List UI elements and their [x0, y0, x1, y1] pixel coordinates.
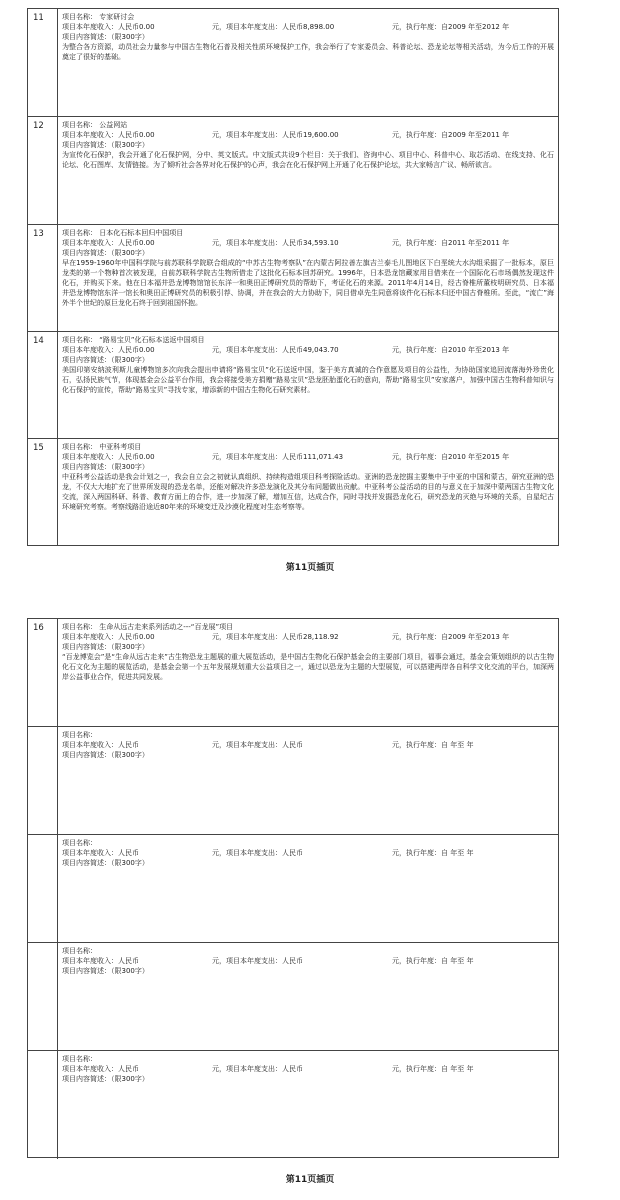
table-row	[28, 9, 558, 117]
expense: 元，项目本年度支出：人民币	[212, 849, 303, 857]
row-content	[58, 439, 558, 546]
project-name: 生命从远古走来系列活动之---“百龙展”项目	[99, 623, 234, 631]
row-content	[58, 9, 558, 116]
project-table-page1	[27, 8, 559, 546]
period: 元，执行年度：自 年至 年	[392, 1065, 474, 1073]
period: 元，执行年度：自 年至 年	[392, 849, 474, 857]
project-name: 专家研讨会	[99, 13, 135, 21]
row-content	[58, 332, 558, 438]
row-number	[28, 727, 58, 834]
name-label: 项目名称：	[62, 336, 97, 344]
desc-label: 项目内容简述：（限300字）	[62, 33, 149, 41]
project-description: “百龙博览会”是“生命从远古走来”古生物恐龙主题展的重大展览活动，是中国古生物化石保护基金会的主要部门项目，福事会通过，基金会策划组织的以古生物化石文化为主题的展览活动，是基金会第一个五年发展规划重大公益项目之一，通过以恐龙为主题的大型展览，可以搭建两岸各自科学文化交流的平台，加深两岸公益事业合作，促进共同发展。	[62, 653, 554, 681]
name-label: 项目名称：	[62, 839, 97, 847]
project-name: 中亚科考项目	[99, 443, 142, 451]
row-number	[28, 1051, 58, 1159]
desc-label: 项目内容简述：（限300字）	[62, 859, 149, 867]
page-caption: 第11页插页	[285, 563, 335, 573]
row-content	[58, 117, 558, 224]
period: 元，执行年度：自2009 年至2013 年	[392, 633, 510, 641]
row-content	[58, 943, 558, 1050]
row-content	[58, 1051, 558, 1159]
desc-label: 项目内容简述：（限300字）	[62, 356, 149, 364]
row-number: 13	[28, 225, 58, 331]
expense: 元，项目本年度支出：人民币19,600.00	[212, 131, 339, 139]
period: 元，执行年度：自2009 年至2011 年	[392, 131, 510, 139]
income: 项目本年度收入：人民币0.00	[62, 346, 155, 354]
table-row	[28, 835, 558, 943]
project-description: 为整合各方资源，动员社会力量参与中国古生物化石普及相关性质环境保护工作，我会举行了专家委员会、科普论坛、恐龙论坛等相关活动，为今后工作的开展奠定了很好的基础。	[62, 43, 554, 61]
project-name: 公益网站	[99, 121, 128, 129]
row-number: 16	[28, 619, 58, 726]
expense: 元，项目本年度支出：人民币8,898.00	[212, 23, 335, 31]
row-number: 12	[28, 117, 58, 224]
expense: 元，项目本年度支出：人民币34,593.10	[212, 239, 339, 247]
name-label: 项目名称：	[62, 443, 97, 451]
table-row	[28, 117, 558, 225]
row-content	[58, 727, 558, 834]
income: 项目本年度收入：人民币	[62, 741, 139, 749]
project-description: 早在1959-1960年中国科学院与前苏联科学院联合组成的“中苏古生物考察队”在内蒙古阿拉善左旗吉兰泰毛儿图地区下白垩统大水沟组采掘了一批标本，原巨龙类的第一个物种首次被发现，自前苏联科学院古生物所借走了这批化石标本回苏研究。1996年，日本恐龙馆藏家用目借来在一个国际化石市场偶然发现这件化石，并购买下来。他在日本福井恐龙博物馆馆长东洋一和奥田正博研究员的帮助下，考证化石的来源。2011年4月14日，经古脊椎所董枝明研究员、日本福井恐龙博物馆东洋一馆长和奥田正博研究员的积极引荐、协调，并在我会的大力协助下，同目借卓先生同意将该件化石标本归还中国古脊椎所。至此，“流亡”海外半个世纪的原巨龙化石终于回到祖国怀抱。	[62, 259, 554, 307]
expense: 元，项目本年度支出：人民币111,071.43	[212, 453, 344, 461]
expense: 元，项目本年度支出：人民币	[212, 741, 303, 749]
income: 项目本年度收入：人民币	[62, 957, 139, 965]
period: 元，执行年度：自2010 年至2015 年	[392, 453, 510, 461]
project-name: 日本化石标本回归中国项目	[99, 229, 184, 237]
table-row	[28, 943, 558, 1051]
table-row	[28, 727, 558, 835]
period: 元，执行年度：自2009 年至2012 年	[392, 23, 510, 31]
name-label: 项目名称：	[62, 13, 97, 21]
name-label: 项目名称：	[62, 1055, 97, 1063]
desc-label: 项目内容简述：（限300字）	[62, 967, 149, 975]
income: 项目本年度收入：人民币0.00	[62, 131, 155, 139]
expense: 元，项目本年度支出：人民币	[212, 1065, 303, 1073]
project-table-page2	[27, 618, 559, 1158]
period: 元，执行年度：自 年至 年	[392, 741, 474, 749]
table-row	[28, 332, 558, 439]
desc-label: 项目内容简述：（限300字）	[62, 643, 149, 651]
expense: 元，项目本年度支出：人民币	[212, 957, 303, 965]
table-row	[28, 619, 558, 727]
row-number: 11	[28, 9, 58, 116]
desc-label: 项目内容简述：（限300字）	[62, 1075, 149, 1083]
name-label: 项目名称：	[62, 947, 97, 955]
income: 项目本年度收入：人民币0.00	[62, 239, 155, 247]
expense: 元，项目本年度支出：人民币28,118.92	[212, 633, 339, 641]
name-label: 项目名称：	[62, 229, 97, 237]
table-row	[28, 1051, 558, 1159]
project-description: 为宣传化石保护，我会开通了化石保护网，分中、英文版式。中文版式共设9个栏目：关于我们、咨询中心、项目中心、科普中心、取芯活动、在线支持、化石论坛、化石图库、友情链接。为了倾听社会各界对化石保护的心声，我会在化石保护网上开通了化石保护论坛，共大家畅言广议、畅所欲言。	[62, 151, 554, 169]
income: 项目本年度收入：人民币0.00	[62, 633, 155, 641]
period: 元，执行年度：自2010 年至2013 年	[392, 346, 510, 354]
income: 项目本年度收入：人民币	[62, 849, 139, 857]
income: 项目本年度收入：人民币	[62, 1065, 139, 1073]
page-caption: 第11页插页	[285, 1175, 335, 1185]
income: 项目本年度收入：人民币0.00	[62, 23, 155, 31]
name-label: 项目名称：	[62, 731, 97, 739]
desc-label: 项目内容简述：（限300字）	[62, 751, 149, 759]
income: 项目本年度收入：人民币0.00	[62, 453, 155, 461]
row-number	[28, 835, 58, 942]
row-number: 14	[28, 332, 58, 438]
period: 元，执行年度：自2011 年至2011 年	[392, 239, 510, 247]
expense: 元，项目本年度支出：人民币49,043.70	[212, 346, 339, 354]
desc-label: 项目内容简述：（限300字）	[62, 141, 149, 149]
name-label: 项目名称：	[62, 121, 97, 129]
name-label: 项目名称：	[62, 623, 97, 631]
table-row	[28, 225, 558, 332]
desc-label: 项目内容简述：（限300字）	[62, 463, 149, 471]
desc-label: 项目内容简述：（限300字）	[62, 249, 149, 257]
row-content	[58, 225, 558, 331]
row-content	[58, 619, 558, 726]
row-content	[58, 835, 558, 942]
table-row	[28, 439, 558, 546]
row-number	[28, 943, 58, 1050]
period: 元，执行年度：自 年至 年	[392, 957, 474, 965]
project-description: 中亚科考公益活动是我会计划之一，我会自立会之初就认真组织、持续构造组项目科考探险活动。亚洲的恐龙挖掘主要集中于中亚的中国和蒙古，研究亚洲的恐龙，不仅大大地扩充了世界所发现的恐龙名单，还能对解决许多恐龙演化及其分布问题做出贡献。中亚科考公益活动的目的与意义在于加深中蒙两国古生物文化交流，深入两国科研、科普、教育方面上的合作，进一步加深了解，增加互信，达成合作，同时寻找并发掘恐龙化石，研究恐龙的灭绝与环境的关系，自星纪古环境研究考察。考察线路沿途近80年来的环境变迁及沙漠化程度对生态考察等。	[62, 473, 554, 511]
project-name: “路易宝贝”化石标本送返中国项目	[99, 336, 205, 344]
project-description: 美国印第安纳波利斯儿童博物馆多次向我会提出申请将“路易宝贝”化石送返中国，鉴于美方真诚的合作意愿及项目的公益性，为协助国家追回流落海外珍贵化石，弘扬民族气节，体现基金会公益平台作用，我会将接受美方捐赠“路易宝贝”恐龙胚胎蛋化石的意向，帮助“路易宝贝”安家落户，加强中国古生物科普知识与化石保护的宣传，帮助“路易宝贝”寻找专家，增添新的中国古生物化石研究素材。	[62, 366, 554, 394]
row-number: 15	[28, 439, 58, 546]
